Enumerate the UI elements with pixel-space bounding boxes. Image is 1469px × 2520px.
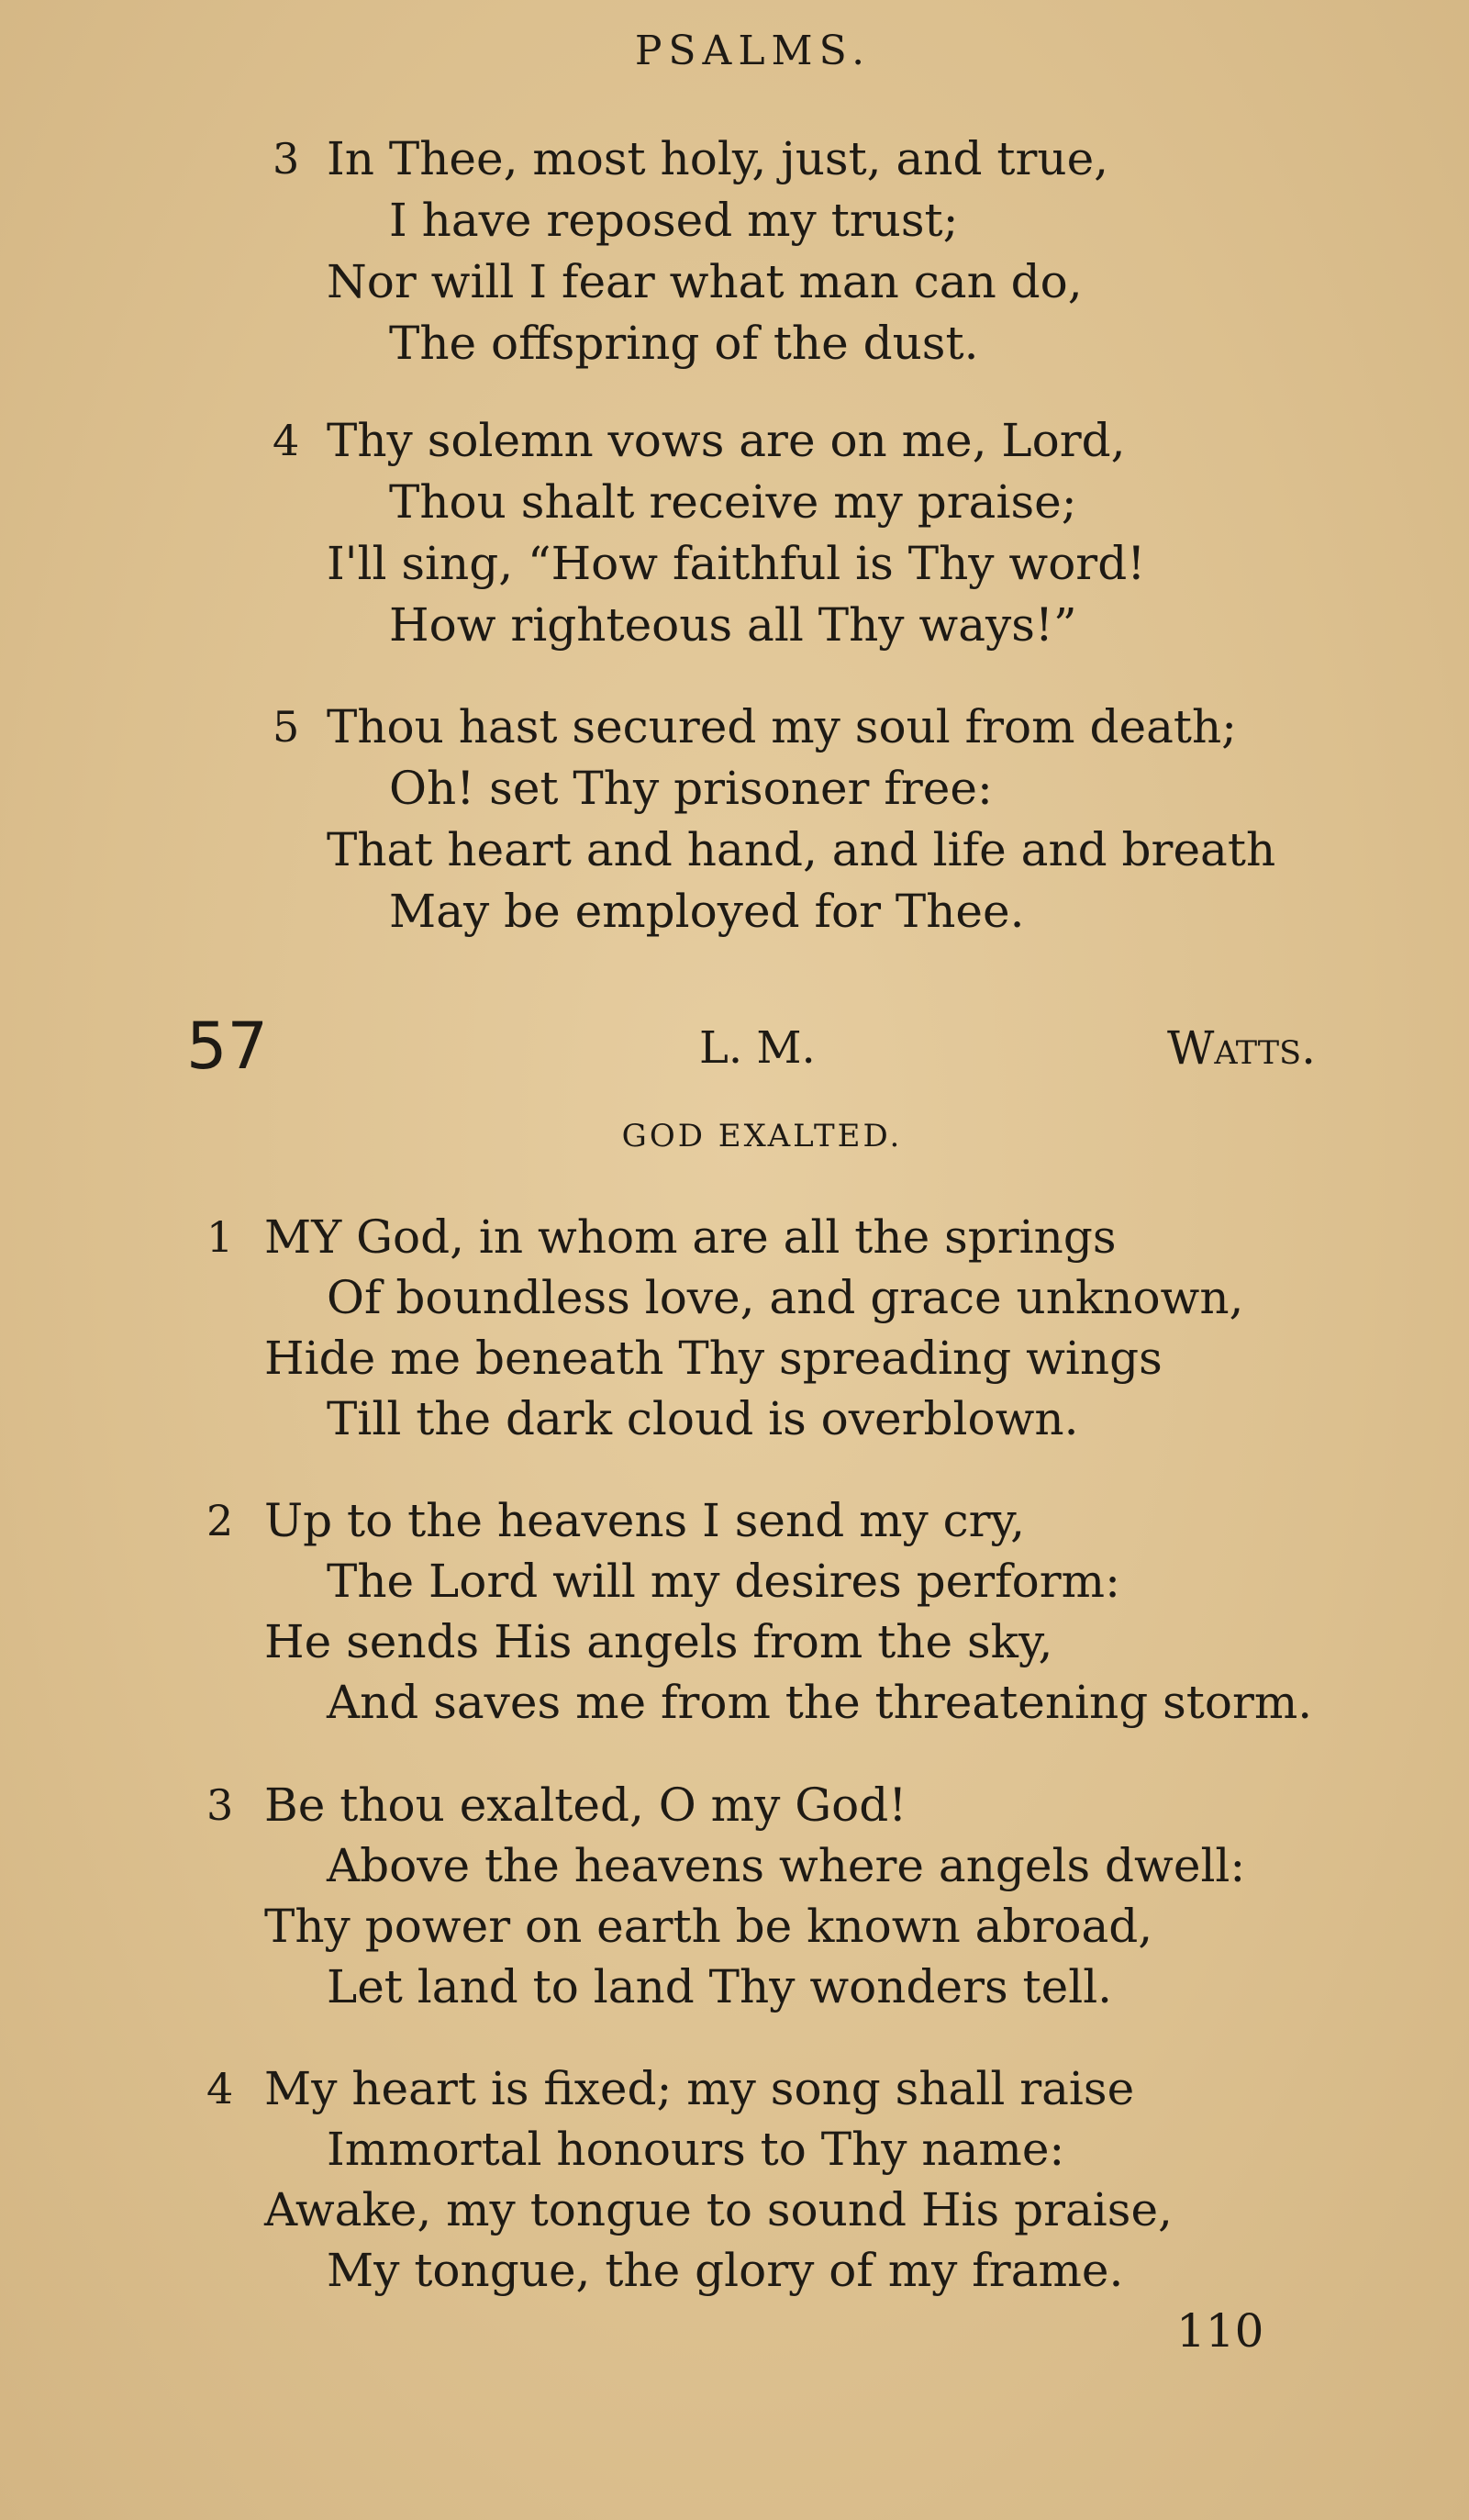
verse-line: Be thou exalted, O my God! bbox=[264, 1778, 907, 1832]
verse-line: In Thee, most holy, just, and true, bbox=[327, 132, 1109, 185]
verse-line: Awake, my tongue to sound His praise, bbox=[264, 2183, 1173, 2236]
running-head: PSALMS. bbox=[634, 28, 872, 74]
hymn-title: GOD EXALTED. bbox=[621, 1118, 903, 1154]
verse-line: Till the dark cloud is overblown. bbox=[327, 1392, 1079, 1445]
verse-line: May be employed for Thee. bbox=[389, 885, 1025, 938]
verse-line: I have reposed my trust; bbox=[389, 194, 959, 247]
verse-line: My tongue, the glory of my frame. bbox=[327, 2244, 1124, 2297]
verse-line: MY God, in whom are all the springs bbox=[264, 1210, 1117, 1264]
verse-line: Up to the heavens I send my cry, bbox=[264, 1494, 1026, 1547]
stanza-number: 5 bbox=[273, 702, 300, 752]
stanza-number: 4 bbox=[206, 2064, 234, 2113]
verse-line: Oh! set Thy prisoner free: bbox=[389, 762, 993, 815]
stanza-number: 1 bbox=[206, 1212, 234, 1262]
verse-line: He sends His angels from the sky, bbox=[264, 1615, 1053, 1668]
stanza-number: 4 bbox=[273, 416, 300, 465]
verse-line: Thou hast secured my soul from death; bbox=[327, 700, 1238, 753]
verse-line: And saves me from the threatening storm. bbox=[327, 1676, 1313, 1729]
verse-line: Hide me beneath Thy spreading wings bbox=[264, 1332, 1163, 1385]
verse-line: The Lord will my desires perform: bbox=[327, 1555, 1120, 1608]
verse-line: My heart is fixed; my song shall raise bbox=[264, 2062, 1135, 2115]
verse-line: Thou shalt receive my praise; bbox=[389, 475, 1077, 529]
hymn-number: 57 bbox=[186, 1009, 269, 1084]
stanza-number: 2 bbox=[206, 1496, 234, 1545]
verse-line: Of boundless love, and grace unknown, bbox=[327, 1271, 1244, 1324]
verse-line: Above the heavens where angels dwell: bbox=[327, 1839, 1246, 1892]
verse-line: The offspring of the dust. bbox=[389, 317, 979, 370]
hymn-author: Watts. bbox=[1167, 1021, 1316, 1075]
verse-line: Immortal honours to Thy name: bbox=[327, 2123, 1065, 2176]
stanza-number: 3 bbox=[206, 1780, 234, 1830]
verse-line: Let land to land Thy wonders tell. bbox=[327, 1960, 1113, 2013]
verse-line: That heart and hand, and life and breath bbox=[327, 823, 1276, 876]
verse-line: I'll sing, “How faithful is Thy word! bbox=[327, 537, 1146, 590]
verse-line: How righteous all Thy ways!” bbox=[389, 598, 1077, 652]
verse-line: Nor will I fear what man can do, bbox=[327, 255, 1083, 308]
stanza-number: 3 bbox=[273, 134, 300, 184]
page-number: 110 bbox=[1176, 2304, 1264, 2358]
hymn-meter: L. M. bbox=[699, 1022, 816, 1074]
verse-line: Thy solemn vows are on me, Lord, bbox=[327, 414, 1126, 467]
verse-line: Thy power on earth be known abroad, bbox=[264, 1900, 1153, 1953]
